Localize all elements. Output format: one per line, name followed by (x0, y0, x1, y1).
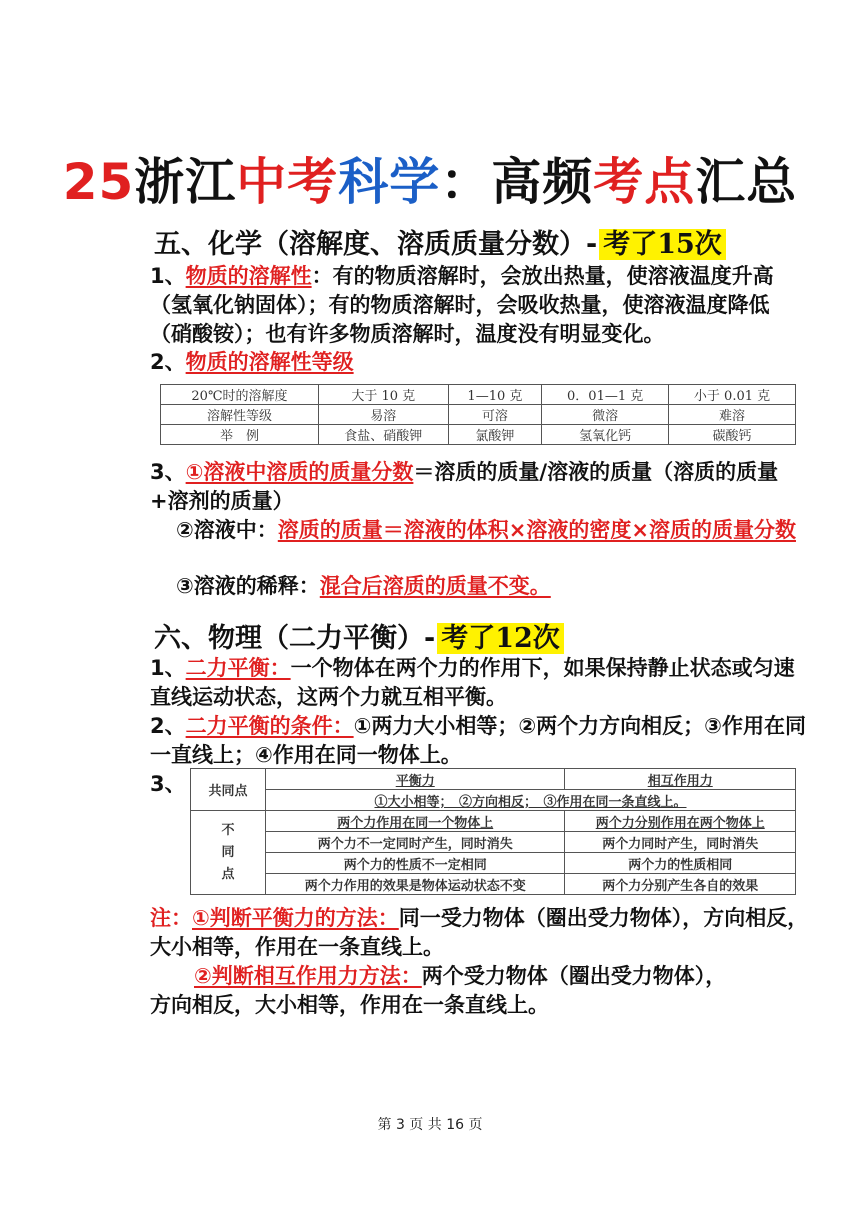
table-row (191, 874, 796, 895)
table-cell: 两个力同时产生，同时消失 (565, 832, 796, 853)
table-cell: 两个力分别作用在两个物体上 (565, 811, 796, 832)
s6-p1-num: 1、 (150, 656, 186, 680)
table-cell: 20℃时的溶解度 (161, 385, 319, 405)
section6-note1 (150, 904, 810, 962)
section6-badge: 考了12次 (437, 623, 564, 654)
p5-pre: ③溶液的稀释： (176, 574, 320, 598)
s6-p2-text: ①两力大小相等；②两个力方向相反；③作用在同一直线上；④作用在同一物体上。 (150, 714, 806, 767)
table-row (161, 425, 796, 445)
p2-num: 2、 (150, 350, 186, 374)
note-pre: 注： (150, 906, 192, 930)
table-row (191, 853, 796, 874)
section5-p5 (150, 572, 810, 601)
title-exam: 中考 (236, 153, 339, 211)
title-region: 浙江 (134, 153, 237, 211)
table-cell: 两个力的性质相同 (565, 853, 796, 874)
table-cell: 两个力分别产生各自的效果 (565, 874, 796, 895)
title-freq: ：高频 (440, 153, 594, 211)
common-text: ①大小相等； ②方向相反； ③作用在同一条直线上。 (266, 790, 796, 811)
page-footer: 第 3 页 共 16 页 (377, 1117, 483, 1133)
p3-num: 3、 (150, 460, 186, 484)
table-cell: 易溶 (318, 405, 448, 425)
table-cell: 氢氧化钙 (542, 425, 669, 445)
diff-label: 不 同 点 (191, 811, 266, 895)
common-label: 共同点 (191, 769, 266, 811)
p1-text: ：有的物质溶解时，会放出热量，使溶液温度升高（氢氧化钠固体）；有的物质溶解时，会吸收热量，使溶液温度降低（硝酸铵）；也有许多物质溶解时，温度没有明显变化。 (150, 264, 774, 346)
note2-text1: 两个受力物体（圈出受力物体）， (421, 964, 727, 988)
s6-p1-text: 一个物体在两个力的作用下，如果保持静止状态或匀速直线运动状态，这两个力就互相平衡。 (150, 656, 795, 709)
section6-heading-text: 六、物理（二力平衡）- (154, 623, 436, 654)
section5-p4 (150, 516, 810, 545)
table-row (191, 811, 796, 832)
table-cell: 两个力的性质不一定相同 (266, 853, 565, 874)
p4-pre: ②溶液中： (176, 518, 278, 542)
page-title (0, 142, 860, 214)
table-cell: 食盐、硝酸钾 (318, 425, 448, 445)
p5-key: 混合后溶质的质量不变。 (319, 574, 551, 598)
p1-key: 物质的溶解性 (185, 264, 312, 288)
s6-p2-num: 2、 (150, 714, 186, 738)
table-row (191, 769, 796, 790)
section5-heading (154, 222, 726, 261)
section6-p2 (150, 712, 810, 770)
section5-p3 (150, 458, 810, 516)
force-table (190, 768, 796, 895)
table-cell: 两个力作用的效果是物体运动状态不变 (266, 874, 565, 895)
section6-note2 (150, 962, 810, 1020)
section5-badge: 考了15次 (599, 229, 726, 260)
note1-key: ①判断平衡力的方法： (192, 906, 399, 930)
note2-text2: 方向相反，大小相等，作用在一条直线上。 (150, 993, 549, 1017)
section6-p1 (150, 654, 810, 712)
table-cell: 两个力作用在同一个物体上 (266, 811, 565, 832)
title-summary: 汇总 (695, 153, 798, 211)
table-cell: 氯酸钾 (448, 425, 542, 445)
title-points: 考点 (593, 153, 696, 211)
p1-num: 1、 (150, 264, 186, 288)
section5-p1 (150, 262, 810, 349)
table-cell: 小于 0.01 克 (669, 385, 796, 405)
note2-key: ②判断相互作用力方法： (194, 964, 422, 988)
table-row (161, 405, 796, 425)
note1-text: 同一受力物体（圈出受力物体），方向相反，大小相等，作用在一条直线上。 (150, 906, 809, 959)
table-cell: 0．01—1 克 (542, 385, 669, 405)
col-header-interaction: 相互作用力 (565, 769, 796, 790)
p4-key: 溶质的质量＝溶液的体积×溶液的密度×溶质的质量分数 (277, 518, 796, 542)
table-cell: 两个力不一定同时产生，同时消失 (266, 832, 565, 853)
section5-p2 (150, 348, 810, 377)
table-cell: 难溶 (669, 405, 796, 425)
table-cell: 碳酸钙 (669, 425, 796, 445)
table-row (191, 832, 796, 853)
col-header-balance: 平衡力 (266, 769, 565, 790)
p3-text: ＝溶质的质量/溶液的质量（溶质的质量+溶剂的质量） (150, 460, 779, 513)
table-cell: 可溶 (448, 405, 542, 425)
table-cell: 1—10 克 (448, 385, 542, 405)
s6-p2-key: 二力平衡的条件： (185, 714, 354, 738)
section6-p3-num: 3、 (150, 772, 186, 796)
table-cell: 大于 10 克 (318, 385, 448, 405)
title-subject: 科学 (338, 153, 441, 211)
solubility-table (160, 384, 796, 445)
table-row (161, 385, 796, 405)
table-cell: 溶解性等级 (161, 405, 319, 425)
section5-heading-text: 五、化学（溶解度、溶质质量分数）- (154, 229, 598, 260)
s6-p1-key: 二力平衡： (185, 656, 291, 680)
table-cell: 微溶 (542, 405, 669, 425)
table-row (191, 790, 796, 811)
table-cell: 举 例 (161, 425, 319, 445)
p2-key: 物质的溶解性等级 (185, 350, 354, 374)
title-year: 25 (62, 153, 135, 211)
p3-key: ①溶液中溶质的质量分数 (185, 460, 414, 484)
section6-heading (154, 616, 564, 655)
